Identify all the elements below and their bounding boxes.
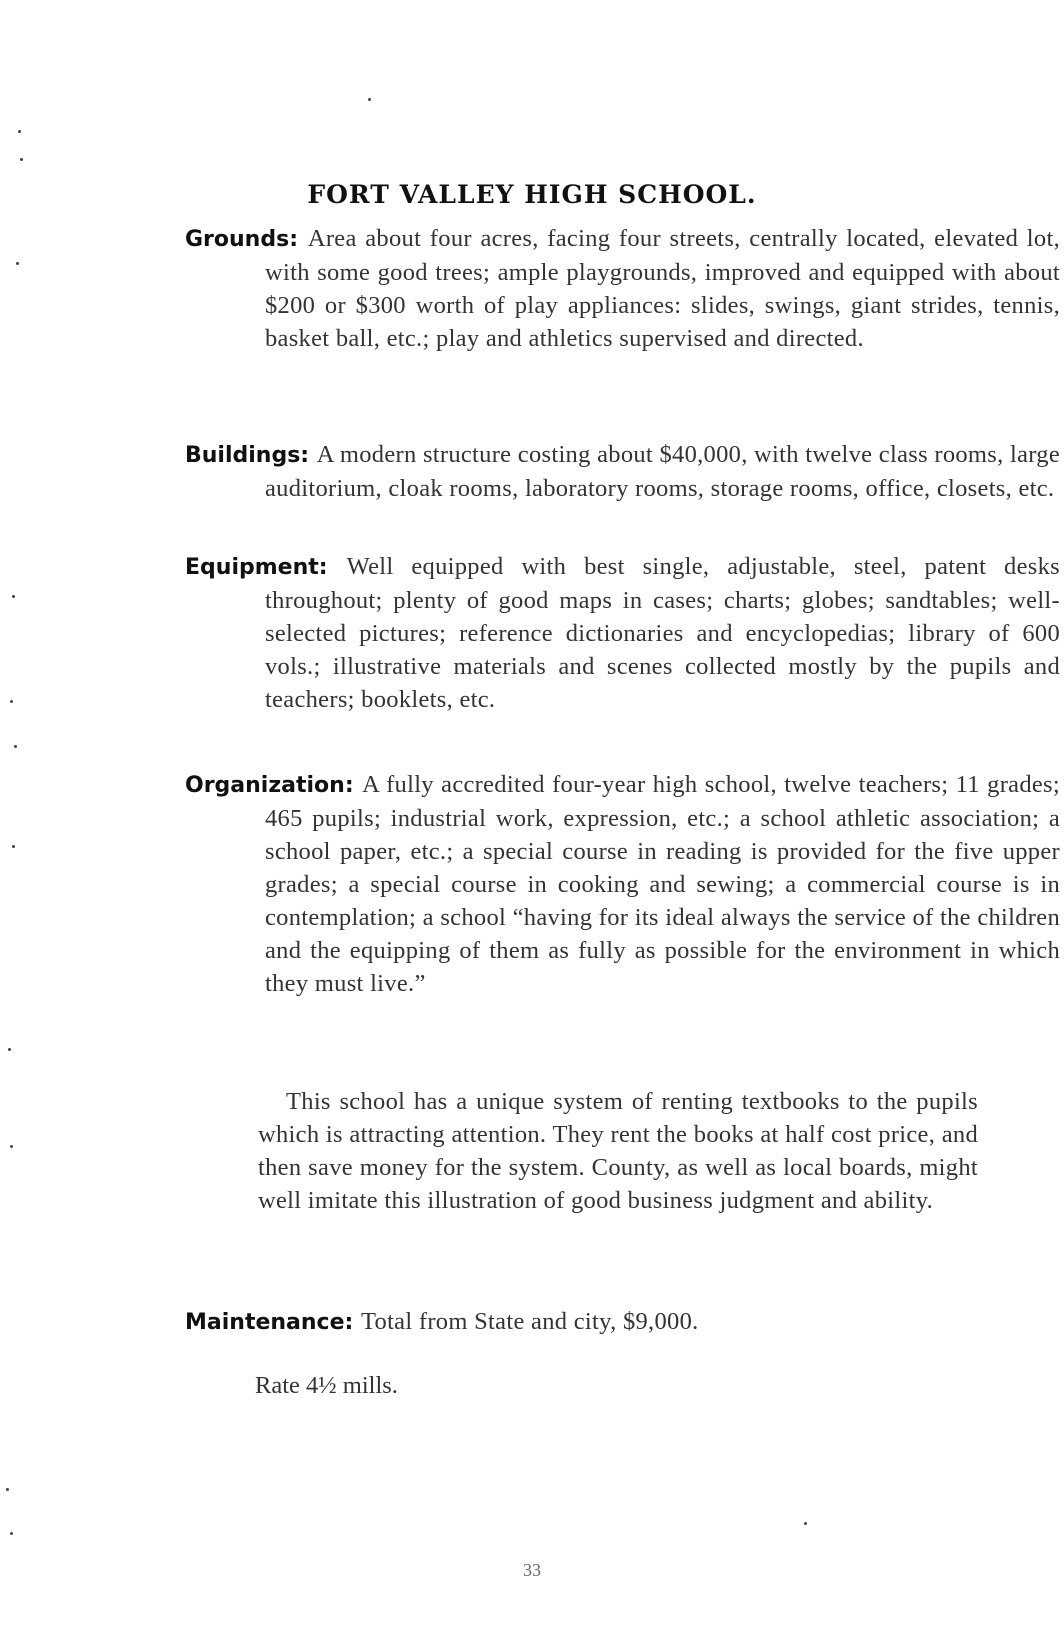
scan-speck [10, 1532, 13, 1535]
section-maintenance [185, 1305, 980, 1339]
section-organization [185, 768, 1060, 1000]
scan-speck [18, 130, 21, 133]
section-grounds [185, 222, 1060, 355]
section-heading: Grounds: [185, 227, 308, 252]
section-text: A fully accredited four-year high school, twelve teachers; 11 grades; 465 pupils; industrial work, expression, etc.; a school athletic association; a school paper, etc.; a special course in reading is provided for the five upper grades; a special course in cooking and sewing; a commercial course is in contemplation; a school “having for its ideal always the service of the children and the equipping of them as fully as possible for the environment in which they must live.” [265, 771, 1060, 997]
scan-speck [10, 700, 13, 703]
section-heading: Buildings: [185, 443, 317, 468]
section-heading: Equipment: [185, 555, 347, 580]
scan-speck [14, 745, 17, 748]
scan-speck [6, 1488, 9, 1491]
section-heading: Organization: [185, 773, 363, 798]
section-heading: Maintenance: [185, 1310, 361, 1335]
page-number: 33 [523, 1560, 541, 1580]
scan-speck [10, 1145, 13, 1148]
page-title: FORT VALLEY HIGH SCHOOL. [307, 180, 757, 209]
scan-speck [16, 262, 19, 265]
section-text: A modern structure costing about $40,000, with twelve class rooms, large auditorium, cloak rooms, laboratory rooms, storage rooms, office, closets, etc. [265, 441, 1060, 502]
section-text: Well equipped with best single, adjustable, steel, patent desks throughout; plenty of good maps in cases; charts; globes; sandtables; well-selected pictures; reference dictionaries and encyclopedias; library of 600 vols.; illustrative materials and scenes collected mostly by the pupils and teachers; booklets, etc. [265, 553, 1060, 713]
scan-speck [8, 1048, 11, 1051]
scan-speck [12, 845, 15, 848]
section-text: Area about four acres, facing four streets, centrally located, elevated lot, with some good trees; ample playgrounds, improved and equipped with about $200 or $300 worth of play appliances: slides, swings, giant strides, tennis, basket ball, etc.; play and athletics supervised and directed. [265, 225, 1060, 352]
scan-speck [20, 158, 23, 161]
maintenance-rate: Rate 4½ mills. [255, 1372, 398, 1399]
section-equipment [185, 550, 1060, 716]
organization-extra-paragraph: This school has a unique system of renting textbooks to the pupils which is attracting attention. They rent the books at half cost price, and then save money for the system. County, as well as local boards, might well imitate this illustration of good business judgment and ability. [258, 1088, 978, 1214]
scan-speck [804, 1522, 807, 1525]
scan-speck [12, 595, 15, 598]
scan-speck [368, 98, 371, 101]
section-buildings [185, 438, 1060, 505]
section-text: Total from State and city, $9,000. [360, 1308, 699, 1335]
